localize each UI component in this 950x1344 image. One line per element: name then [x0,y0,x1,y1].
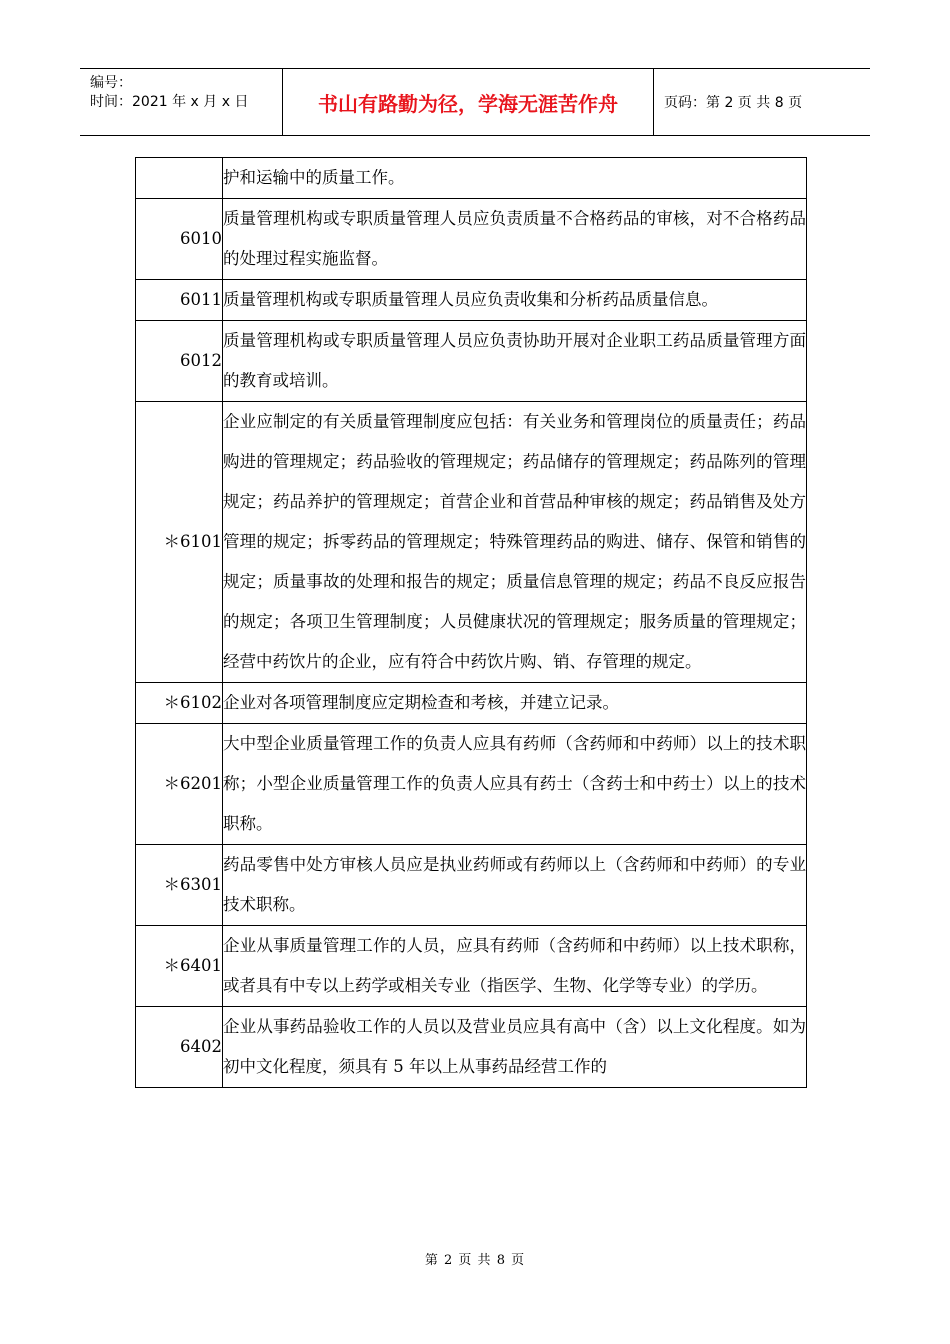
table-row [136,724,807,845]
row-code: ＊6301 [136,845,223,926]
regulation-table [135,157,807,1088]
row-text: 企业对各项管理制度应定期检查和考核，并建立记录。 [223,683,807,724]
header-page-info: 页码：第 2 页 共 8 页 [664,95,803,111]
page-footer: 第 2 页 共 8 页 [424,1253,526,1268]
row-text: 企业应制定的有关质量管理制度应包括：有关业务和管理岗位的质量责任；药品购进的管理规定；药品验收的管理规定；药品储存的管理规定；药品陈列的管理规定；药品养护的管理规定；首营企业和首营品种审核的规定；药品销售及处方管理的规定；拆零药品的管理规定；特殊管理药品的购进、储存、保管和销售的规定；质量事故的处理和报告的规定；质量信息管理的规定；药品不良反应报告的规定；各项卫生管理制度；人员健康状况的管理规定；服务质量的管理规定；经营中药饮片的企业，应有符合中药饮片购、销、存管理的规定。 [223,402,807,683]
number-label: 编号： [90,75,132,91]
table-row [136,199,807,280]
header-meta [80,69,282,135]
row-text: 企业从事质量管理工作的人员，应具有药师（含药师和中药师）以上技术职称，或者具有中专以上药学或相关专业（指医学、生物、化学等专业）的学历。 [223,926,807,1007]
table-row [136,926,807,1007]
row-code: ＊6201 [136,724,223,845]
row-text: 护和运输中的质量工作。 [223,158,807,199]
table-row [136,845,807,926]
row-text: 药品零售中处方审核人员应是执业药师或有药师以上（含药师和中药师）的专业技术职称。 [223,845,807,926]
row-code [136,158,223,199]
table-row [136,280,807,321]
row-code: 6012 [136,321,223,402]
page-header [80,68,870,136]
table-row [136,321,807,402]
row-text: 质量管理机构或专职质量管理人员应负责协助开展对企业职工药品质量管理方面的教育或培训。 [223,321,807,402]
row-code: 6011 [136,280,223,321]
date-label: 时间：2021 年 x 月 x 日 [90,94,249,110]
row-code: 6402 [136,1007,223,1088]
row-code: ＊6401 [136,926,223,1007]
header-motto: 书山有路勤为径，学海无涯苦作舟 [282,69,654,135]
table-row [136,1007,807,1088]
table-row [136,158,807,199]
row-code: ＊6101 [136,402,223,683]
row-code: 6010 [136,199,223,280]
row-text: 企业从事药品验收工作的人员以及营业员应具有高中（含）以上文化程度。如为初中文化程度，须具有 5 年以上从事药品经营工作的 [223,1007,807,1088]
table-row [136,402,807,683]
row-code: ＊6102 [136,683,223,724]
table-row [136,683,807,724]
row-text: 大中型企业质量管理工作的负责人应具有药师（含药师和中药师）以上的技术职称；小型企业质量管理工作的负责人应具有药士（含药士和中药士）以上的技术职称。 [223,724,807,845]
row-text: 质量管理机构或专职质量管理人员应负责收集和分析药品质量信息。 [223,280,807,321]
row-text: 质量管理机构或专职质量管理人员应负责质量不合格药品的审核，对不合格药品的处理过程实施监督。 [223,199,807,280]
